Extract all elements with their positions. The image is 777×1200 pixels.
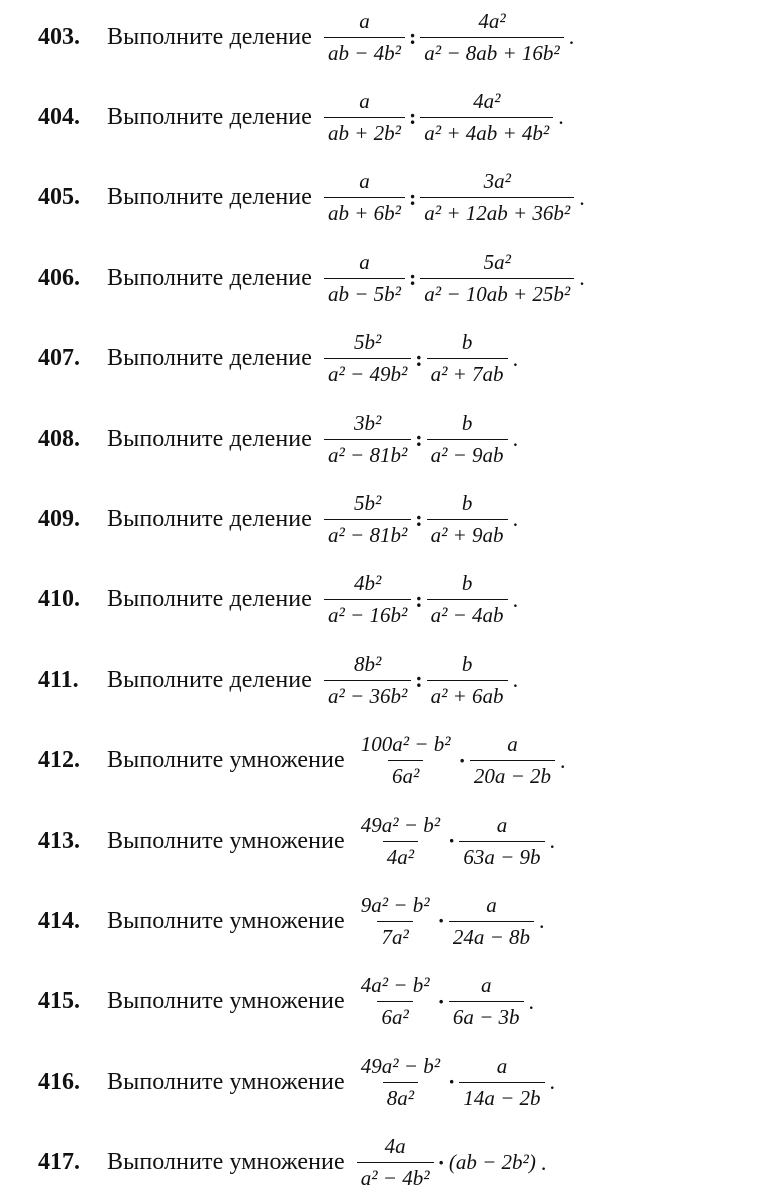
fraction-2: [459, 812, 544, 869]
exercise-instruction: Выполните умножение: [107, 988, 345, 1015]
exercise-instruction: Выполните деление: [107, 345, 312, 372]
denominator: 6a²: [388, 760, 423, 787]
fraction-2: [470, 734, 555, 787]
period: .: [540, 1149, 547, 1175]
denominator: 24a − 8b: [449, 921, 534, 948]
denominator: a² + 4ab + 4b²: [420, 117, 553, 144]
factor-expression: (ab − 2b²): [448, 1150, 536, 1175]
exercise-instruction: Выполните деление: [107, 184, 312, 211]
numerator: 4a²: [478, 8, 506, 33]
denominator: a² − 16b²: [324, 599, 411, 626]
exercise-number: 409.: [38, 505, 80, 532]
numerator: 49a² − b²: [360, 1053, 441, 1078]
operator: ·: [437, 988, 445, 1014]
fraction-1: [357, 812, 444, 869]
numerator: 3a²: [483, 169, 511, 194]
fraction-2: [420, 171, 574, 224]
exercise-instruction: Выполните умножение: [107, 827, 345, 854]
numerator: a: [507, 732, 518, 757]
period: .: [579, 265, 585, 291]
numerator: a: [496, 812, 508, 837]
exercise-item: [38, 967, 534, 1037]
denominator: ab − 5b²: [324, 278, 405, 305]
denominator: a² − 81b²: [324, 439, 411, 466]
fraction-1: [324, 651, 411, 708]
exercise-item: [38, 404, 518, 474]
period: .: [568, 24, 575, 49]
exercise-instruction: Выполните деление: [107, 103, 312, 130]
fraction-1: [324, 490, 411, 547]
operator: :: [408, 24, 417, 49]
fraction-2: [427, 410, 508, 467]
denominator: 8a²: [383, 1082, 418, 1109]
exercise-instruction: Выполните деление: [107, 505, 312, 532]
period: .: [528, 988, 535, 1014]
exercise-instruction: Выполните деление: [107, 425, 312, 452]
period: .: [579, 184, 585, 210]
operator: ·: [458, 747, 466, 773]
fraction-2: [449, 975, 524, 1028]
operator: :: [415, 667, 423, 693]
denominator: a² − 36b²: [324, 680, 411, 707]
exercise-number: 407.: [38, 345, 80, 372]
numerator: 5b²: [353, 490, 382, 515]
fraction-2: [459, 1053, 544, 1110]
fraction-1: [324, 573, 411, 626]
numerator: a: [359, 169, 370, 194]
operator: :: [415, 426, 423, 451]
denominator: a² + 6ab: [427, 680, 508, 707]
numerator: 4a² − b²: [360, 973, 430, 998]
period: .: [549, 828, 556, 853]
denominator: 7a²: [377, 921, 412, 948]
numerator: 4b²: [353, 571, 382, 596]
exercise-instruction: Выполните умножение: [107, 747, 345, 774]
numerator: 100a² − b²: [360, 732, 451, 757]
period: .: [549, 1069, 556, 1095]
denominator: ab + 6b²: [324, 197, 405, 224]
period: .: [512, 426, 519, 451]
exercise-item: [38, 2, 574, 72]
denominator: a² − 81b²: [324, 519, 411, 546]
period: .: [512, 345, 519, 371]
fraction-1: [357, 1136, 434, 1189]
fraction-1: [324, 8, 405, 65]
fraction-2: [427, 651, 508, 708]
exercise-number: 416.: [38, 1068, 80, 1095]
numerator: 49a² − b²: [360, 812, 441, 837]
fraction-2: [420, 249, 574, 306]
exercise-instruction: Выполните умножение: [107, 1068, 345, 1095]
denominator: ab − 4b²: [324, 37, 405, 64]
numerator: 3b²: [353, 410, 382, 435]
fraction-2: [420, 88, 553, 145]
fraction-1: [357, 1053, 444, 1110]
exercise-number: 415.: [38, 988, 80, 1015]
operator: ·: [448, 1069, 456, 1095]
fraction-2: [427, 332, 508, 385]
exercise-item: [38, 163, 585, 233]
numerator: b: [461, 410, 473, 435]
numerator: a: [496, 1053, 508, 1078]
exercise-number: 405.: [38, 184, 80, 211]
denominator: a² − 9ab: [427, 439, 508, 466]
numerator: a: [359, 88, 370, 113]
exercise-item: [38, 484, 518, 554]
period: .: [560, 747, 566, 773]
fraction-2: [449, 892, 534, 949]
numerator: 5a²: [483, 249, 511, 274]
exercise-item: [38, 1047, 555, 1117]
denominator: a² − 8ab + 16b²: [420, 37, 563, 64]
period: .: [539, 908, 545, 934]
numerator: a: [486, 892, 497, 917]
denominator: 4a²: [383, 841, 418, 868]
fraction-1: [324, 171, 405, 224]
exercise-instruction: Выполните умножение: [107, 907, 345, 934]
exercise-instruction: Выполните деление: [107, 666, 312, 693]
denominator: a² − 4b²: [357, 1162, 434, 1189]
denominator: ab + 2b²: [324, 117, 405, 144]
exercise-number: 414.: [38, 907, 80, 934]
fraction-2: [427, 573, 508, 626]
exercise-item: [38, 886, 545, 956]
numerator: b: [461, 571, 473, 596]
exercise-number: 413.: [38, 827, 80, 854]
period: .: [558, 104, 564, 130]
exercise-item: [38, 324, 518, 394]
denominator: 63a − 9b: [459, 841, 544, 868]
numerator: a: [359, 249, 370, 274]
exercise-instruction: Выполните деление: [107, 586, 312, 613]
operator: :: [408, 184, 417, 210]
exercise-item: [38, 1128, 546, 1198]
exercise-number: 410.: [38, 586, 80, 613]
fraction-1: [357, 892, 434, 949]
exercise-number: 408.: [38, 425, 80, 452]
numerator: 4a: [384, 1134, 406, 1159]
operator: ·: [437, 1149, 445, 1175]
denominator: 6a − 3b: [449, 1001, 524, 1028]
denominator: 20a − 2b: [470, 760, 555, 787]
exercise-instruction: Выполните деление: [107, 264, 312, 291]
exercise-item: [38, 565, 518, 635]
numerator: b: [461, 330, 473, 355]
operator: ·: [448, 828, 456, 853]
numerator: 5b²: [353, 330, 382, 355]
denominator: a² + 7ab: [427, 358, 508, 385]
exercise-number: 411.: [38, 666, 79, 693]
exercise-number: 406.: [38, 264, 80, 291]
denominator: 6a²: [377, 1001, 412, 1028]
exercise-number: 404.: [38, 103, 80, 130]
numerator: 4a²: [473, 88, 501, 113]
denominator: a² − 10ab + 25b²: [420, 278, 574, 305]
fraction-2: [420, 8, 563, 65]
exercise-number: 417.: [38, 1149, 80, 1176]
exercise-item: [38, 726, 566, 796]
operator: :: [415, 586, 423, 612]
denominator: a² − 4ab: [427, 599, 508, 626]
numerator: 8b²: [353, 651, 382, 676]
fraction-1: [357, 734, 455, 787]
denominator: 14a − 2b: [459, 1082, 544, 1109]
operator: :: [415, 345, 423, 371]
denominator: a² + 9ab: [427, 519, 508, 546]
exercise-instruction: Выполните умножение: [107, 1149, 345, 1176]
operator: :: [408, 104, 417, 130]
operator: ·: [437, 908, 445, 934]
exercise-number: 412.: [38, 747, 80, 774]
operator: :: [408, 265, 417, 291]
period: .: [512, 506, 519, 532]
numerator: a: [480, 973, 492, 998]
denominator: a² + 12ab + 36b²: [420, 197, 574, 224]
period: .: [512, 667, 519, 693]
period: .: [512, 586, 519, 612]
fraction-1: [324, 88, 405, 145]
exercise-number: 403.: [38, 23, 80, 50]
exercise-instruction: Выполните деление: [107, 23, 312, 50]
fraction-1: [324, 332, 411, 385]
numerator: b: [461, 651, 473, 676]
exercise-item: [38, 645, 518, 715]
numerator: b: [461, 490, 473, 515]
denominator: a² − 49b²: [324, 358, 411, 385]
numerator: 9a² − b²: [360, 892, 430, 917]
fraction-1: [324, 410, 411, 467]
fraction-1: [324, 249, 405, 306]
fraction-1: [357, 975, 434, 1028]
operator: :: [415, 506, 423, 532]
exercise-item: [38, 806, 555, 876]
exercise-item: [38, 243, 585, 313]
exercise-item: [38, 82, 564, 152]
numerator: a: [359, 8, 370, 33]
fraction-2: [427, 490, 508, 547]
